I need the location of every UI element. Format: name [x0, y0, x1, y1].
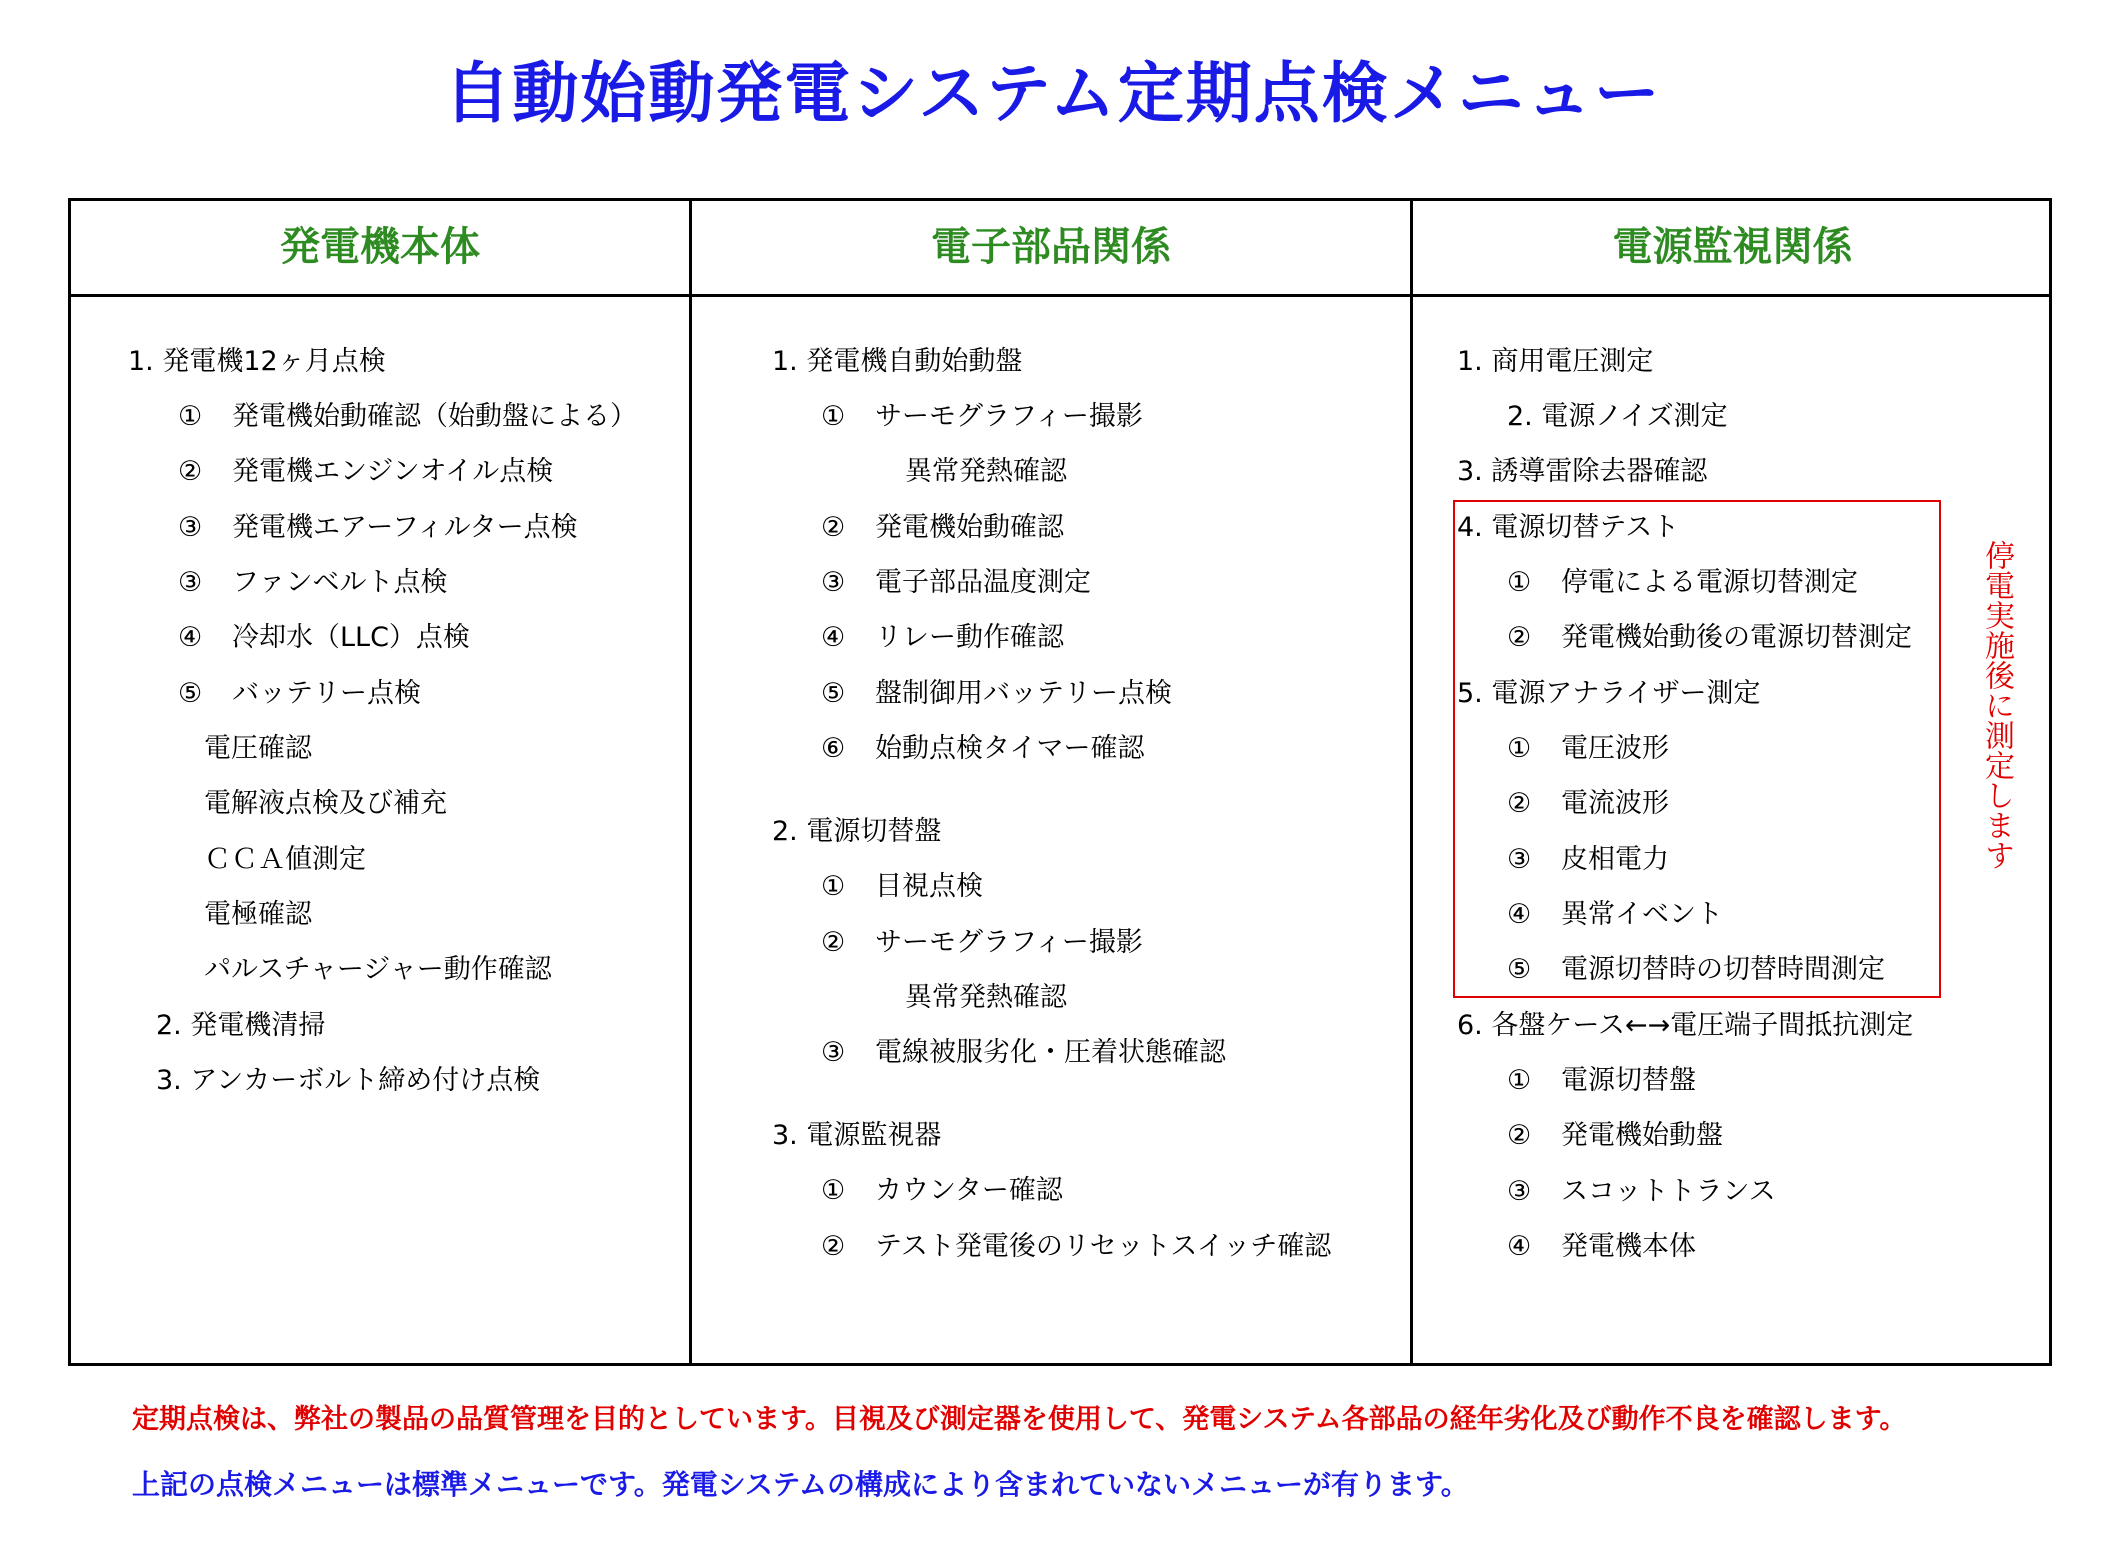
- item-number: ①: [178, 401, 203, 432]
- item-number: ③: [178, 567, 203, 598]
- column-header-electronics: 電子部品関係: [931, 224, 1171, 270]
- footer-note-standard: 上記の点検メニューは標準メニューです。発電システムの構成により含まれていないメニューが有ります。: [132, 1468, 1469, 1501]
- item-text: スコットトランス: [1561, 1176, 1776, 1207]
- item-text: サーモグラフィー撮影: [875, 927, 1143, 958]
- list-item: [178, 455, 553, 489]
- item-text: 電源切替盤: [1561, 1065, 1696, 1096]
- item-text: 盤制御用バッテリー点検: [875, 678, 1172, 709]
- item-text: 発電機本体: [1561, 1231, 1696, 1262]
- item-text: テスト発電後のリセットスイッチ確認: [875, 1231, 1332, 1262]
- item-text: 発電機始動後の電源切替測定: [1561, 622, 1912, 653]
- item-text: 2. 電源切替盤: [772, 816, 942, 847]
- list-item: [821, 870, 983, 904]
- list-item: [821, 1174, 1063, 1208]
- item-number: ③: [1507, 844, 1532, 875]
- item-number: ②: [821, 927, 846, 958]
- item-text: 2. 電源ノイズ測定: [1507, 401, 1728, 432]
- item-text: 電圧波形: [1561, 733, 1669, 764]
- list-item: [821, 511, 1064, 545]
- list-item: [178, 677, 421, 711]
- list-item: [1457, 1009, 1913, 1043]
- item-text: 異常発熱確認: [905, 456, 1067, 487]
- item-text: 1. 発電機12ヶ月点検: [128, 346, 386, 377]
- footer-note-purpose: 定期点検は、弊社の製品の品質管理を目的としています。目視及び測定器を使用して、発電システム各部品の経年劣化及び動作不良を確認します。: [132, 1404, 1907, 1435]
- item-number: ④: [1507, 899, 1532, 930]
- list-item: [772, 1119, 941, 1153]
- list-item: [204, 732, 312, 766]
- item-text: 発電機始動確認: [875, 512, 1064, 543]
- list-item: [156, 1009, 325, 1043]
- page-title: 自動始動発電システム定期点検メニュー: [444, 55, 1662, 132]
- column-header-generator: 発電機本体: [280, 224, 480, 270]
- list-item: [204, 898, 312, 932]
- list-item: [1457, 345, 1653, 379]
- column-header-power-monitor: 電源監視関係: [1612, 224, 1853, 270]
- item-number: ③: [1507, 1176, 1532, 1207]
- item-text: 皮相電力: [1561, 844, 1669, 875]
- item-text: バッテリー点検: [232, 678, 421, 709]
- list-item: [1457, 455, 1707, 489]
- list-item: [821, 732, 1144, 766]
- item-number: ②: [1507, 1120, 1532, 1151]
- item-text: ＣＣＡ値測定: [204, 844, 366, 875]
- item-text: 電圧確認: [204, 733, 312, 764]
- item-number: ④: [1507, 1231, 1532, 1262]
- item-text: サーモグラフィー撮影: [875, 401, 1143, 432]
- item-text: 異常イベント: [1561, 899, 1723, 930]
- list-item: [821, 1230, 1331, 1264]
- list-item: [204, 953, 552, 987]
- item-number: ③: [178, 512, 203, 543]
- list-item: [905, 981, 1067, 1015]
- item-text: 4. 電源切替テスト: [1457, 512, 1680, 543]
- item-text: 電線被服劣化・圧着状態確認: [875, 1037, 1226, 1068]
- item-text: カウンター確認: [875, 1175, 1063, 1206]
- item-text: 3. アンカーボルト締め付け点検: [156, 1065, 541, 1096]
- item-number: ⑥: [821, 733, 846, 764]
- list-item: [178, 621, 470, 655]
- header-divider: [71, 294, 2049, 297]
- item-number: ①: [821, 401, 846, 432]
- list-item: [821, 1036, 1226, 1070]
- item-text: 電子部品温度測定: [875, 567, 1091, 598]
- item-text: 2. 発電機清掃: [156, 1010, 326, 1041]
- item-text: 電源切替時の切替時間測定: [1561, 954, 1885, 985]
- item-number: ④: [178, 622, 203, 653]
- item-text: 発電機始動確認（始動盤による）: [232, 401, 637, 432]
- item-number: ①: [821, 1175, 846, 1206]
- list-item: [1507, 1175, 1776, 1209]
- list-item: [1507, 1119, 1723, 1153]
- item-text: 電流波形: [1561, 788, 1669, 819]
- item-number: ①: [1507, 1065, 1532, 1096]
- item-number: ⑤: [1507, 954, 1532, 985]
- column-divider: [1410, 201, 1413, 1363]
- list-item: [772, 345, 1022, 379]
- column-divider: [689, 201, 692, 1363]
- item-text: 3. 電源監視器: [772, 1120, 942, 1151]
- item-number: ①: [1507, 567, 1532, 598]
- item-text: 1. 商用電圧測定: [1457, 346, 1654, 377]
- list-item: [821, 677, 1172, 711]
- list-item: [178, 566, 447, 600]
- item-text: ファンベルト点検: [232, 567, 448, 598]
- item-text: 異常発熱確認: [905, 982, 1067, 1013]
- list-item: [178, 400, 637, 434]
- side-note: 停電実施後に測定します: [1979, 540, 2014, 870]
- item-text: 3. 誘導雷除去器確認: [1457, 456, 1708, 487]
- item-text: 電解液点検及び補充: [204, 788, 447, 819]
- item-text: リレー動作確認: [875, 622, 1064, 653]
- item-text: 発電機始動盤: [1561, 1120, 1723, 1151]
- item-text: 6. 各盤ケース←→電圧端子間抵抗測定: [1457, 1010, 1914, 1041]
- item-number: ②: [1507, 788, 1532, 819]
- item-text: 1. 発電機自動始動盤: [772, 346, 1023, 377]
- item-number: ②: [178, 456, 203, 487]
- item-number: ②: [821, 1231, 846, 1262]
- item-number: ⑤: [178, 678, 203, 709]
- item-number: ③: [821, 1037, 846, 1068]
- item-text: 発電機エアーフィルター点検: [232, 512, 578, 543]
- list-item: [821, 621, 1064, 655]
- item-text: 停電による電源切替測定: [1561, 567, 1858, 598]
- item-text: 冷却水（LLC）点検: [232, 622, 470, 653]
- item-text: 発電機エンジンオイル点検: [232, 456, 554, 487]
- measurement-highlight-box: [1453, 500, 1941, 998]
- list-item: [821, 926, 1143, 960]
- list-item: [1507, 1230, 1696, 1264]
- item-number: ②: [1507, 622, 1532, 653]
- list-item: [821, 566, 1091, 600]
- list-item: [204, 843, 366, 877]
- item-text: パルスチャージャー動作確認: [204, 954, 552, 985]
- item-number: ①: [1507, 733, 1532, 764]
- item-number: ②: [821, 512, 846, 543]
- list-item: [905, 455, 1067, 489]
- list-item: [204, 787, 447, 821]
- list-item: [156, 1064, 540, 1098]
- list-item: [178, 511, 578, 545]
- item-text: 始動点検タイマー確認: [875, 733, 1145, 764]
- item-number: ①: [821, 871, 846, 902]
- item-number: ⑤: [821, 678, 846, 709]
- list-item: [821, 400, 1143, 434]
- item-text: 目視点検: [875, 871, 983, 902]
- item-number: ④: [821, 622, 846, 653]
- list-item: [1507, 400, 1728, 434]
- item-number: ③: [821, 567, 846, 598]
- item-text: 5. 電源アナライザー測定: [1457, 678, 1761, 709]
- list-item: [1507, 1064, 1696, 1098]
- list-item: [128, 345, 386, 379]
- list-item: [772, 815, 941, 849]
- item-text: 電極確認: [204, 899, 312, 930]
